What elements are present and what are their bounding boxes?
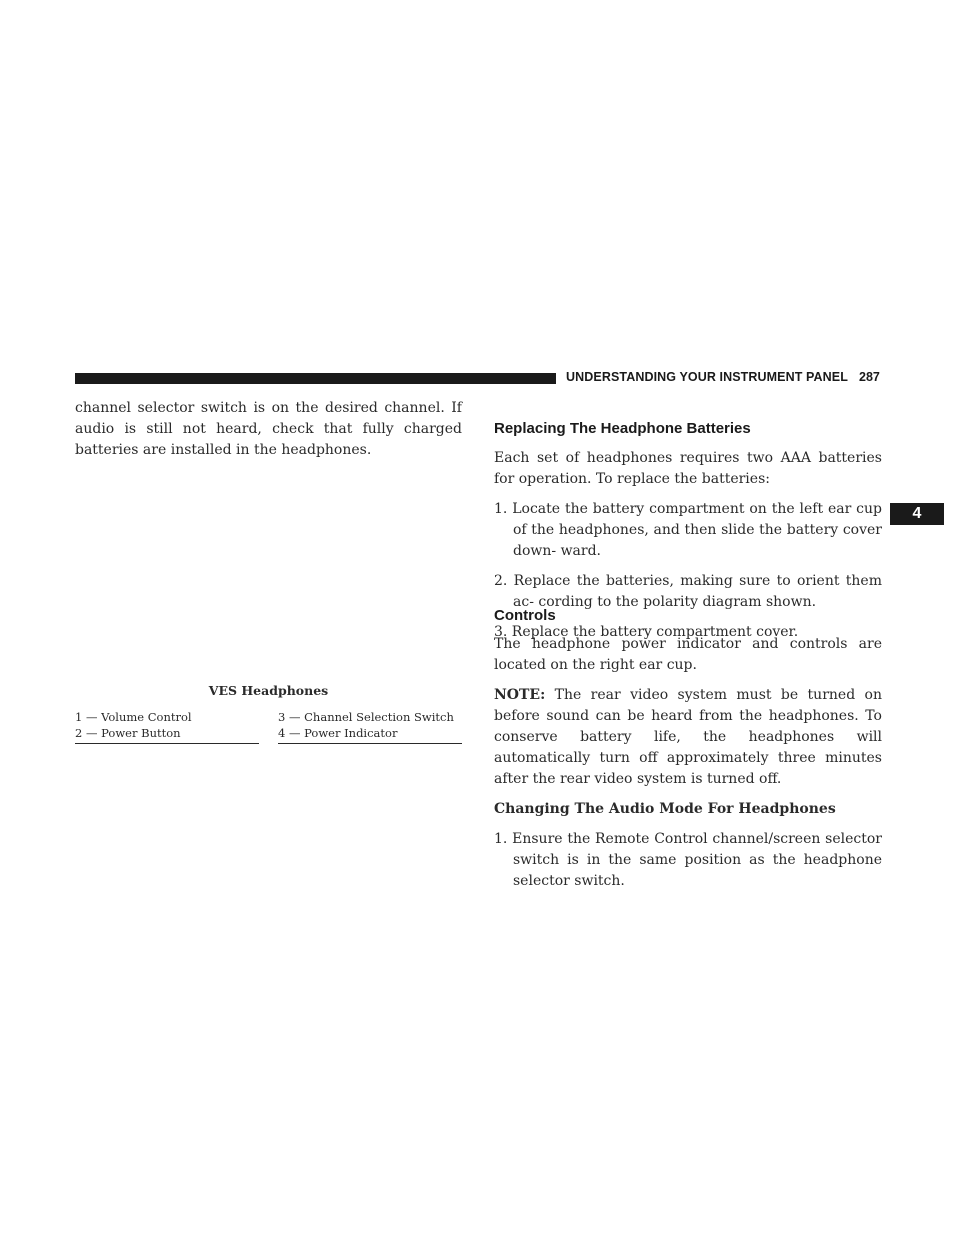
figure-legend-left: [75, 709, 259, 744]
list-item: 2. Replace the batteries, making sure to orient them ac- cording to the polarity diagram shown.: [494, 573, 882, 610]
legend-item: 4 — Power Indicator: [278, 726, 398, 740]
list-item: 3. Replace the battery compartment cover.: [494, 624, 799, 640]
figure-legend-right: [278, 709, 462, 744]
legend-item: 2 — Power Button: [75, 726, 181, 740]
list-item: 1. Locate the battery compartment on the left ear cup of the headphones, and then slide the battery cover down- ward.: [494, 501, 882, 559]
legend-item: 1 — Volume Control: [75, 710, 192, 724]
controls-heading: Controls: [494, 607, 556, 624]
left-column: [75, 398, 462, 461]
legend-item: 3 — Channel Selection Switch: [278, 710, 454, 724]
audio-mode-heading: Changing The Audio Mode For Headphones: [494, 801, 836, 817]
note-label: NOTE:: [494, 687, 546, 703]
list-item: 1. Ensure the Remote Control channel/screen selector switch is in the same position as the headphone selector switch.: [494, 831, 882, 889]
page-number: 287: [859, 370, 880, 384]
replacing-batteries-heading: Replacing The Headphone Batteries: [494, 420, 751, 437]
figure-caption: VES Headphones: [208, 683, 329, 698]
header-rule-bar: [75, 373, 556, 384]
controls-section: [494, 634, 882, 892]
continued-paragraph: channel selector switch is on the desired channel. If audio is still not heard, check that fully charged batteries are installed in the headphones.: [75, 400, 462, 458]
controls-paragraph: The headphone power indicator and controls are located on the right ear cup.: [494, 636, 882, 673]
chapter-tab: 4: [890, 503, 944, 525]
note-text: The rear video system must be turned on before sound can be heard from the headphones. To conserve battery life, the headphones will automatically turn off approximately three minutes after the rear video system is turned off.: [494, 687, 882, 787]
replacing-intro: Each set of headphones requires two AAA batteries for operation. To replace the batteries:: [494, 450, 882, 487]
section-title: UNDERSTANDING YOUR INSTRUMENT PANEL: [566, 370, 848, 384]
note-paragraph: [494, 685, 882, 790]
